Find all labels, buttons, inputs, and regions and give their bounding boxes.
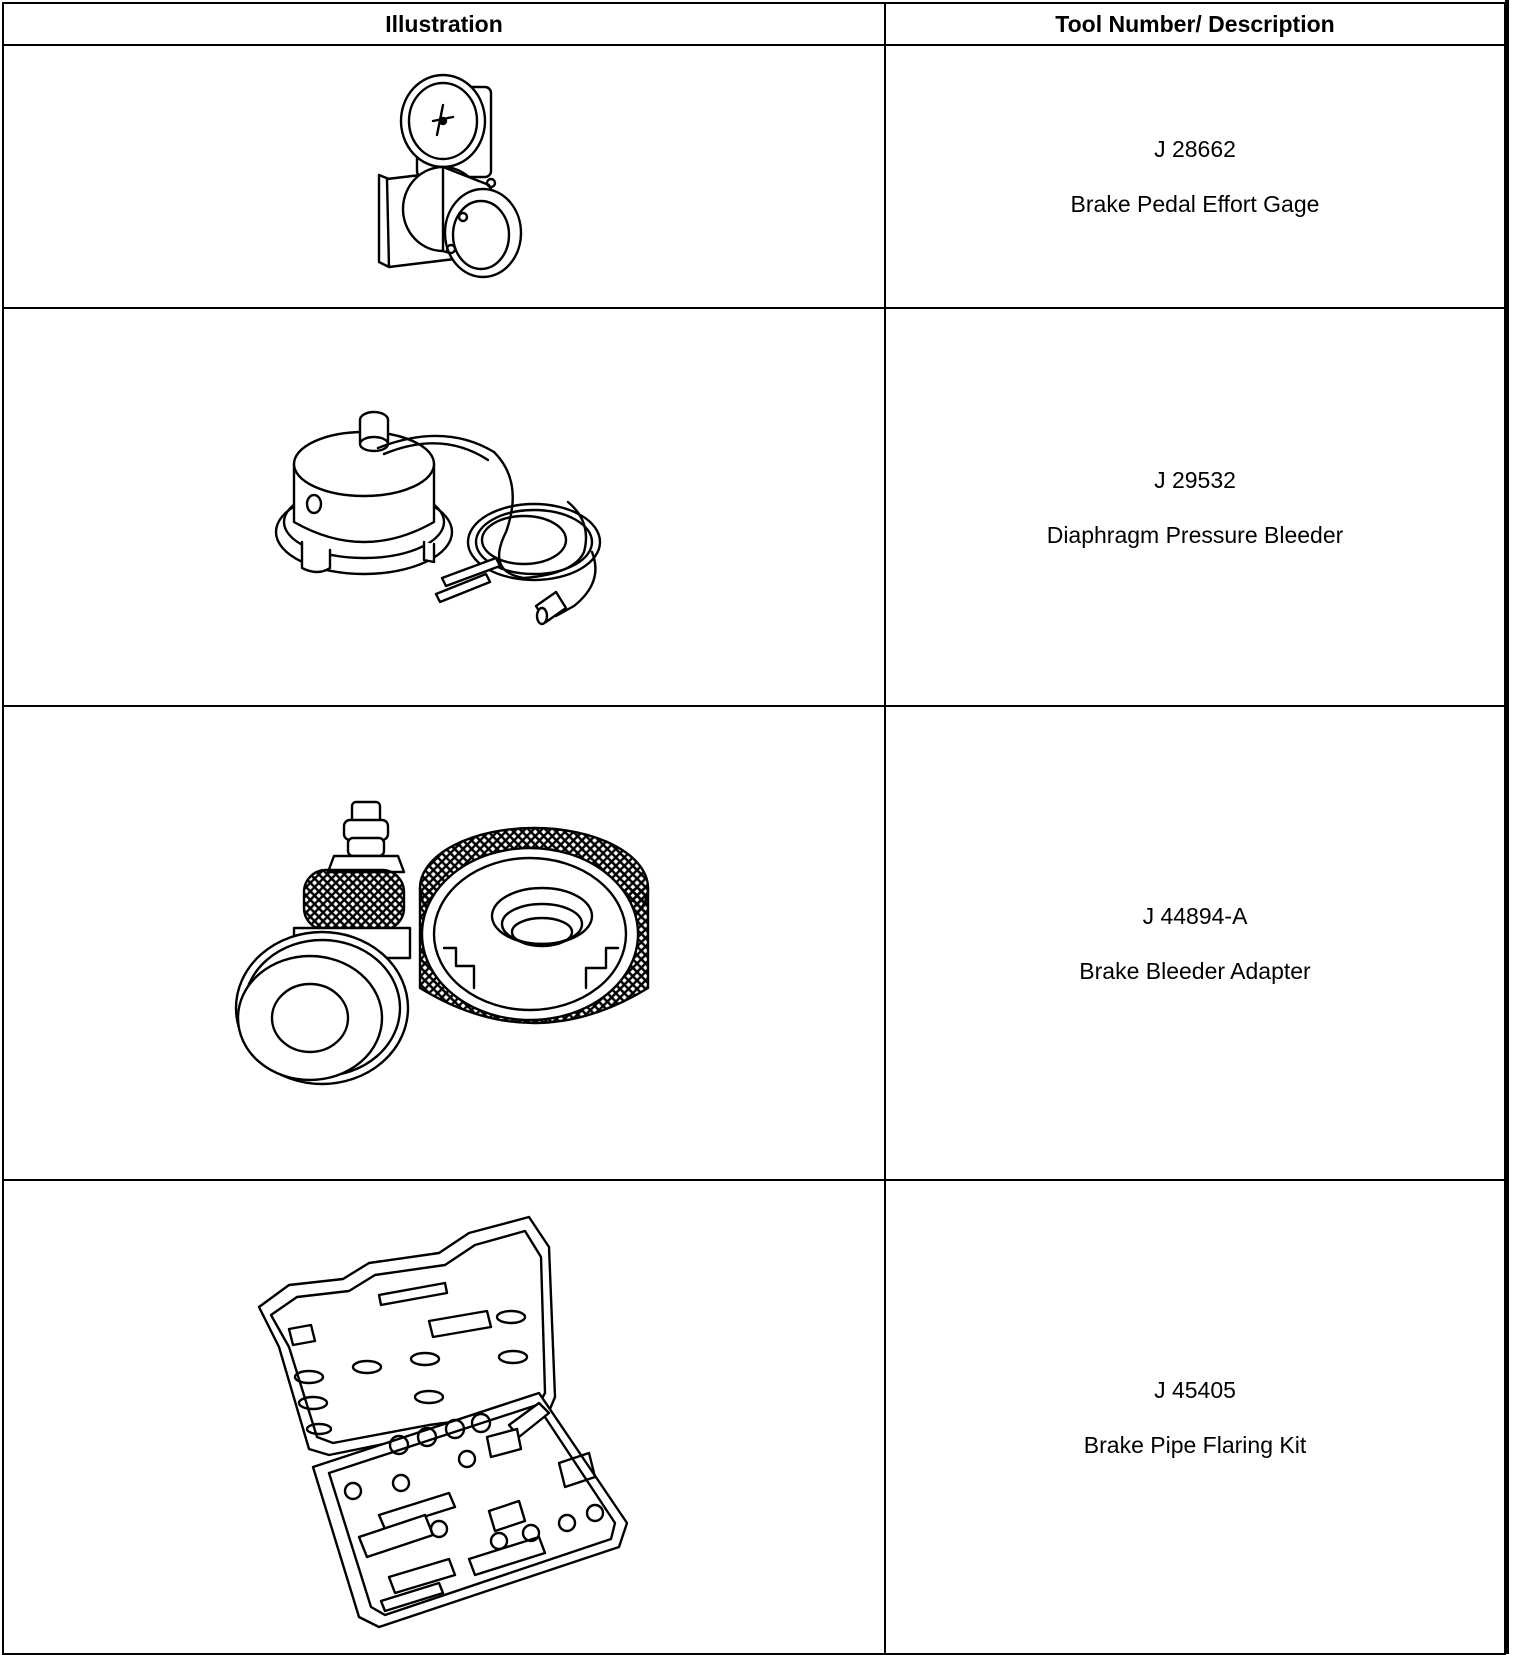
description-cell <box>885 706 1505 1180</box>
brake-bleeder-adapter-icon <box>234 798 654 1088</box>
header-tool-description: Tool Number/ Description <box>885 3 1505 45</box>
illustration-cell <box>3 706 885 1180</box>
brake-pipe-flaring-kit-icon <box>249 1197 639 1637</box>
tool-description: Brake Pedal Effort Gage <box>1070 191 1320 217</box>
tool-number: J 45405 <box>1154 1376 1236 1403</box>
tool-description: Diaphragm Pressure Bleeder <box>1046 521 1344 548</box>
header-illustration: Illustration <box>3 3 885 45</box>
illustration-cell <box>3 45 885 308</box>
tool-number: J 28662 <box>1154 136 1236 162</box>
tool-number: J 29532 <box>1154 466 1236 493</box>
illustration-cell <box>3 308 885 706</box>
description-cell <box>885 45 1505 308</box>
right-border <box>1505 0 1509 1654</box>
brake-pedal-effort-gage-icon <box>359 67 529 287</box>
diaphragm-pressure-bleeder-icon <box>274 382 614 632</box>
tool-description: Brake Pipe Flaring Kit <box>1083 1431 1307 1458</box>
table-row <box>3 45 1505 308</box>
description-cell <box>885 1180 1505 1654</box>
tool-number: J 44894-A <box>1142 902 1248 929</box>
table-row <box>3 706 1505 1180</box>
table-row <box>3 1180 1505 1654</box>
tool-table <box>2 2 1506 1655</box>
header-row <box>3 3 1505 45</box>
illustration-cell <box>3 1180 885 1654</box>
description-cell <box>885 308 1505 706</box>
tool-description: Brake Bleeder Adapter <box>1079 957 1311 984</box>
table-row <box>3 308 1505 706</box>
